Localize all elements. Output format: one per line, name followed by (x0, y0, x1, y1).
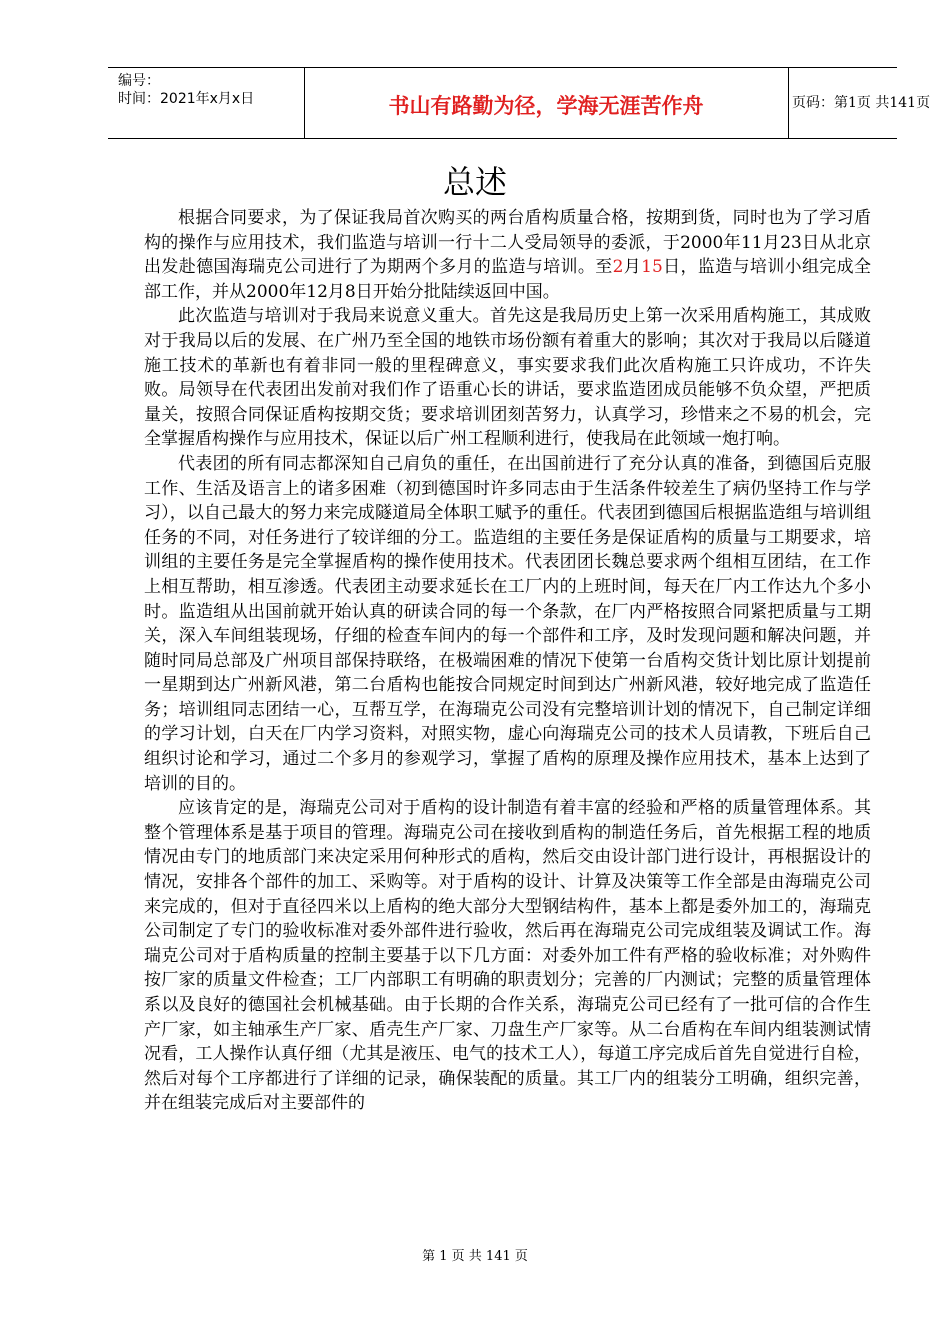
paragraph-1 (144, 206, 871, 304)
header-left-cell (108, 68, 305, 138)
document-number: 编号： (118, 73, 160, 89)
header-page-info: 页码：第1页 共141页 (792, 95, 931, 111)
paragraph-2: 此次监造与培训对于我局来说意义重大。首先这是我局历史上第一次采用盾构施工，其成败对于我局以后的发展、在广州乃至全国的地铁市场份额有着重大的影响；其次对于我局以后隧道施工技术的革新也有着非同一般的里程碑意义，事实要求我们此次盾构施工只许成功，不许失败。局领导在代表团出发前对我们作了语重心长的讲话，要求监造团成员能够不负众望，严把质量关，按照合同保证盾构按期交货；要求培训团刻苦努力，认真学习，珍惜来之不易的机会，完全掌握盾构操作与应用技术，保证以后广州工程顺利进行，使我局在此领域一炮打响。 (144, 306, 871, 450)
body-text (144, 206, 871, 1116)
document-time: 时间：2021年x月x日 (118, 91, 255, 107)
page-footer: 第 1 页 共 141 页 (422, 1249, 528, 1264)
header-motto: 书山有路勤为径，学海无涯苦作舟 (388, 94, 704, 118)
paragraph-1-text-a: 根据合同要求，为了保证我局首次购买的两台盾构质量合格，按期到货，同时也为了学习盾构的操作与应用技术，我们监造与培训一行十二人受局领导的委派，于2000年11月23日从北京出发赴德国海瑞克公司进行了为期两个多月的监造与培训。至 (144, 208, 871, 278)
header-right-cell (788, 68, 931, 138)
highlight-month: 2 (612, 257, 624, 278)
paragraph-4: 应该肯定的是，海瑞克公司对于盾构的设计制造有着丰富的经验和严格的质量管理体系。其整个管理体系是基于项目的管理。海瑞克公司在接收到盾构的制造任务后，首先根据工程的地质情况由专门的地质部门来决定采用何种形式的盾构，然后交由设计部门进行设计，再根据设计的情况，安排各个部件的加工、采购等。对于盾构的设计、计算及决策等工作全部是由海瑞克公司来完成的，但对于直径四米以上盾构的绝大部分大型钢结构件，基本上都是委外加工的，海瑞克公司制定了专门的验收标准对委外部件进行验收，然后再在海瑞克公司完成组装及调试工作。海瑞克公司对于盾构质量的控制主要基于以下几方面：对委外加工件有严格的验收标准；对外购件按厂家的质量文件检查；工厂内部职工有明确的职责划分；完善的厂内测试；完整的质量管理体系以及良好的德国社会机械基础。由于长期的合作关系，海瑞克公司已经有了一批可信的合作生产厂家，如主轴承生产厂家、盾壳生产厂家、刀盘生产厂家等。从二台盾构在车间内组装测试情况看，工人操作认真仔细（尤其是液压、电气的技术工人），每道工序完成后首先自觉进行自检，然后对每个工序都进行了详细的记录，确保装配的质量。其工厂内的组装分工明确，组织完善，并在组装完成后对主要部件的 (144, 798, 871, 1114)
paragraph-1-text-c: 日，监造与培训小组完成全部工作，并从2000年12月8日开始分批陆续返回中国。 (144, 257, 872, 302)
paragraph-3: 代表团的所有同志都深知自己肩负的重任，在出国前进行了充分认真的准备，到德国后克服工作、生活及语言上的诸多困难（初到德国时许多同志由于生活条件较差生了病仍坚持工作与学习），以自己最大的努力来完成隧道局全体职工赋予的重任。代表团到德国后根据监造组与培训组任务的不同，对任务进行了较详细的分工。监造组的主要任务是保证盾构的质量与工期要求，培训组的主要任务是完全掌握盾构的操作使用技术。代表团团长魏总要求两个组相互团结，在工作上相互帮助，相互渗透。代表团主动要求延长在工厂内的上班时间，每天在厂内工作达九个多小时。监造组从出国前就开始认真的研读合同的每一个条款，在厂内严格按照合同紧把质量与工期关，深入车间组装现场，仔细的检查车间内的每一个部件和工序，及时发现问题和解决问题，并随时同局总部及广州项目部保持联络，在极端困难的情况下使第一台盾构交货计划比原计划提前一星期到达广州新风港，第二台盾构也能按合同规定时间到达广州新风港，较好地完成了监造任务；培训组同志团结一心，互帮互学，在海瑞克公司没有完整培训计划的情况下，自己制定详细的学习计划，白天在厂内学习资料，对照实物，虚心向海瑞克公司的技术人员请教，下班后自己组织讨论和学习，通过二个多月的参观学习，掌握了盾构的原理及操作应用技术，基本上达到了培训的目的。 (144, 453, 871, 794)
header-table (108, 67, 931, 139)
highlight-day: 15 (641, 257, 663, 278)
paragraph-1-text-b: 月 (623, 257, 642, 278)
page-title: 总述 (442, 163, 507, 201)
header-center-cell (304, 68, 789, 138)
